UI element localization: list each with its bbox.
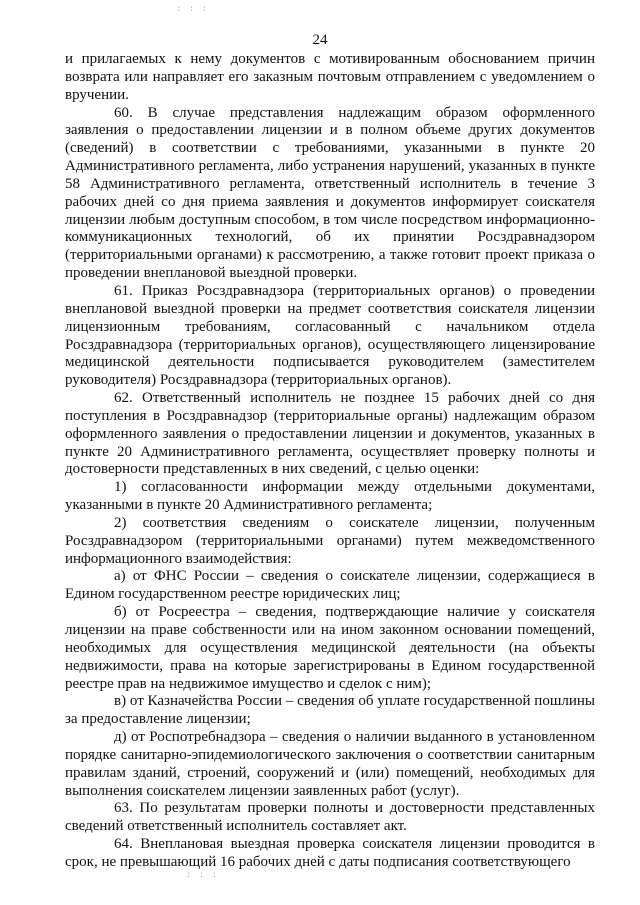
paragraph-61: 61. Приказ Росздравнадзора (территориальных органов) о проведении внеплановой выездной проверки на предмет соответствия соискателя лицензии лицензионным требованиям, согласованный с начальником отдела Росздравнадзора (территориальных органов), осуществляющего лицензирование медицинской деятельности подписывается руководителем (заместителем руководителя) Росздравнадзора (территориальных органов). xyxy=(65,282,595,389)
list-item-2: 2) соответствия сведениям о соискателе лицензии, полученным Росздравнадзором (территориальными органами) путем межведомственного информационного взаимодействия: xyxy=(65,514,595,567)
page-number: 24 xyxy=(312,32,328,48)
paragraph-64: 64. Внеплановая выездная проверка соискателя лицензии проводится в срок, не превышающий 16 рабочих дней с даты подписания соответствующего xyxy=(65,836,595,870)
scan-artifact-bottom: : : : xyxy=(186,870,219,880)
list-item-1: 1) согласованности информации между отдельными документами, указанными в пункте 20 Административного регламента; xyxy=(65,479,595,514)
scan-artifact-top: : : : xyxy=(176,4,209,14)
sub-item-v: в) от Казначейства России – сведения об уплате государственной пошлины за предоставление лицензии; xyxy=(65,693,595,728)
sub-item-b: б) от Росреестра – сведения, подтверждающие наличие у соискателя лицензии на праве собственности или на ином законном основании помещений, необходимых для осуществления медицинской деятельности (на объекты недвижимости, права на которые зарегистрированы в Едином государственной реестре прав на недвижимое имущество и сделок с ним); xyxy=(65,604,595,692)
paragraph-63: 63. По результатам проверки полноты и достоверности представленных сведений ответственный исполнитель составляет акт. xyxy=(65,800,595,835)
document-body xyxy=(65,51,595,872)
sub-item-d: д) от Роспотребнадзора – сведения о наличии выданного в установленном порядке санитарно-эпидемиологического заключения о соответствии санитарным правилам зданий, строений, сооружений и (или) помещений, необходимых для выполнения соискателем лицензии заявленных работ (услуг). xyxy=(65,729,595,799)
paragraph-62: 62. Ответственный исполнитель не позднее 15 рабочих дней со дня поступления в Росздравнадзор (территориальные органы) надлежащим образом оформленного заявления о предоставлении лицензии и документов, указанных в пункте 20 Административного регламента, осуществляет проверку полноты и достоверности представленных в них сведений, с целью оценки: xyxy=(65,390,595,478)
paragraph-60: 60. В случае представления надлежащим образом оформленного заявления о предоставлении лицензии и в полном объеме других документов (сведений) в соответствии с требованиями, указанными в пункте 20 Административного регламента, либо устранения нарушений, указанных в пункте 58 Административного регламента, ответственный исполнитель в течение 3 рабочих дней со дня приема заявления и документов информирует соискателя лицензии любым доступным способом, в том числе посредством информационно-коммуникационных технологий, об их принятии Росздравнадзором (территориальными органами) к рассмотрению, а также готовит проект приказа о проведении внеплановой выездной проверки. xyxy=(65,104,595,282)
paragraph-continuation: и прилагаемых к нему документов с мотивированным обоснованием причин возврата или направляет его заказным почтовым отправлением с уведомлением о вручении. xyxy=(65,51,595,103)
sub-item-a: а) от ФНС России – сведения о соискателе лицензии, содержащиеся в Едином государственном реестре юридических лиц; xyxy=(65,568,595,603)
